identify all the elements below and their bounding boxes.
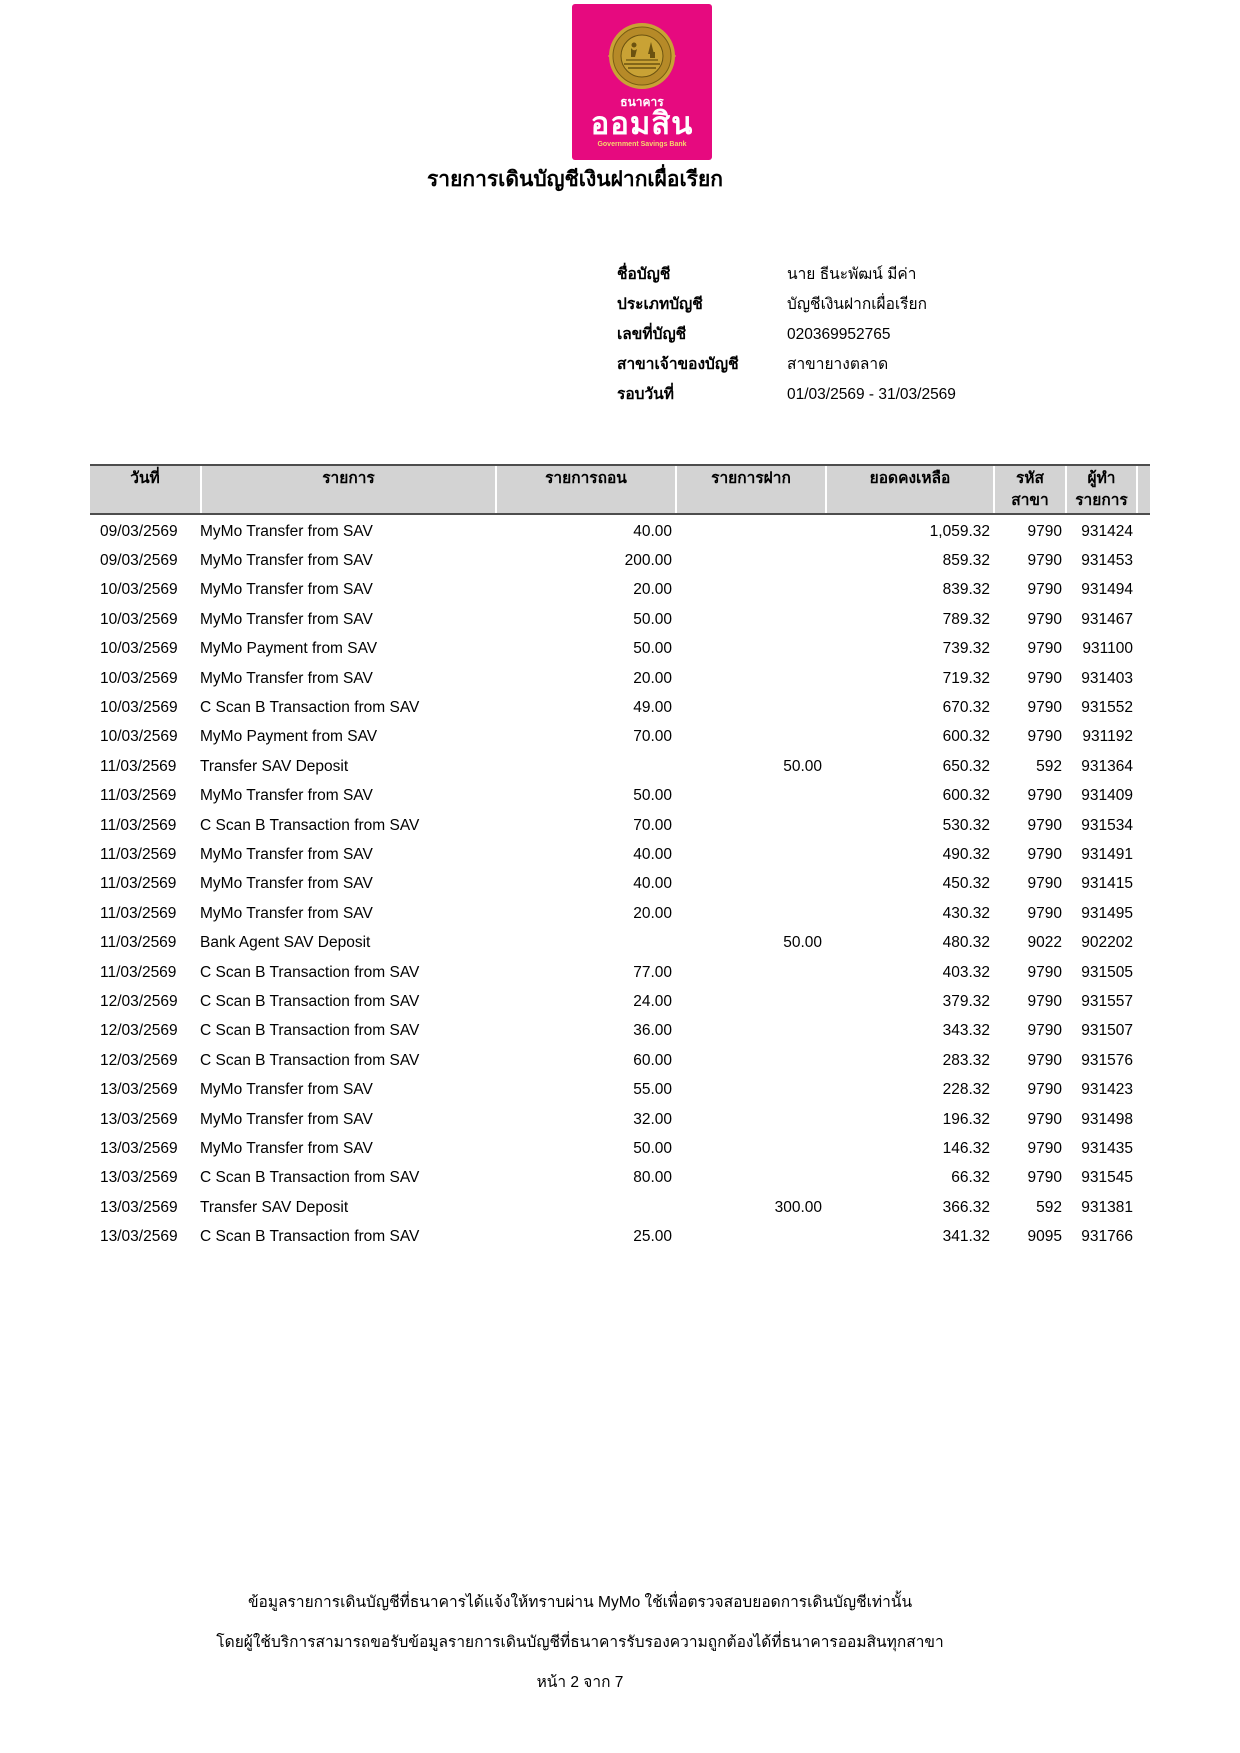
transaction-row bbox=[90, 664, 1150, 693]
cell-description: C Scan B Transaction from SAV bbox=[200, 963, 420, 981]
page-title: รายการเดินบัญชีเงินฝากเผื่อเรียก bbox=[427, 168, 723, 191]
cell-deposit bbox=[675, 576, 825, 605]
cell-deposit bbox=[675, 723, 825, 752]
cell-spacer bbox=[1136, 840, 1150, 869]
cell-description: MyMo Transfer from SAV bbox=[200, 610, 373, 628]
cell-branch-code: 9790 bbox=[1027, 1022, 1062, 1040]
cell-spacer bbox=[1136, 958, 1150, 987]
header-branch-code: รหัส สาขา bbox=[993, 466, 1065, 513]
cell-balance: 366.32 bbox=[942, 1198, 990, 1216]
cell-spacer bbox=[1136, 546, 1150, 575]
cell-withdrawal: 20.00 bbox=[633, 581, 672, 599]
cell-description: MyMo Transfer from SAV bbox=[200, 1110, 373, 1128]
cell-spacer bbox=[1136, 752, 1150, 781]
cell-date: 13/03/2569 bbox=[100, 1081, 178, 1099]
cell-deposit bbox=[675, 1164, 825, 1193]
cell-branch-code: 9790 bbox=[1027, 640, 1062, 658]
cell-branch-code: 9790 bbox=[1027, 1081, 1062, 1099]
cell-date: 10/03/2569 bbox=[100, 610, 178, 628]
cell-spacer bbox=[1136, 605, 1150, 634]
transaction-row bbox=[90, 605, 1150, 634]
cell-withdrawal: 49.00 bbox=[633, 699, 672, 717]
cell-maker: 931423 bbox=[1081, 1081, 1133, 1099]
cell-withdrawal: 25.00 bbox=[633, 1228, 672, 1246]
cell-date: 11/03/2569 bbox=[100, 757, 177, 775]
gsb-emblem bbox=[572, 18, 712, 94]
cell-maker: 931557 bbox=[1081, 992, 1133, 1010]
cell-maker: 931453 bbox=[1081, 552, 1133, 570]
cell-maker: 931467 bbox=[1081, 610, 1133, 628]
cell-date: 13/03/2569 bbox=[100, 1198, 178, 1216]
cell-withdrawal: 36.00 bbox=[633, 1022, 672, 1040]
cell-date: 11/03/2569 bbox=[100, 875, 177, 893]
cell-withdrawal: 50.00 bbox=[633, 1139, 672, 1157]
transaction-row bbox=[90, 546, 1150, 575]
cell-branch-code: 9790 bbox=[1027, 963, 1062, 981]
cell-maker: 931498 bbox=[1081, 1110, 1133, 1128]
cell-maker: 931495 bbox=[1081, 904, 1133, 922]
cell-branch-code: 9095 bbox=[1027, 1228, 1062, 1246]
cell-balance: 146.32 bbox=[942, 1139, 990, 1157]
cell-description: MyMo Transfer from SAV bbox=[200, 1081, 373, 1099]
cell-balance: 739.32 bbox=[942, 640, 990, 658]
account-info bbox=[617, 260, 1137, 410]
cell-withdrawal: 24.00 bbox=[633, 992, 672, 1010]
cell-maker: 931534 bbox=[1081, 816, 1133, 834]
cell-description: C Scan B Transaction from SAV bbox=[200, 699, 420, 717]
cell-deposit bbox=[675, 782, 825, 811]
cell-balance: 859.32 bbox=[942, 552, 990, 570]
transaction-row bbox=[90, 928, 1150, 957]
cell-withdrawal: 32.00 bbox=[633, 1110, 672, 1128]
cell-description: MyMo Transfer from SAV bbox=[200, 552, 373, 570]
cell-date: 13/03/2569 bbox=[100, 1228, 178, 1246]
cell-description: MyMo Transfer from SAV bbox=[200, 787, 373, 805]
transaction-row bbox=[90, 752, 1150, 781]
cell-date: 10/03/2569 bbox=[100, 699, 178, 717]
gsb-emblem-icon bbox=[604, 18, 680, 94]
cell-spacer bbox=[1136, 1164, 1150, 1193]
cell-maker: 931364 bbox=[1081, 757, 1133, 775]
transaction-row bbox=[90, 1105, 1150, 1134]
cell-withdrawal: 55.00 bbox=[633, 1081, 672, 1099]
cell-description: MyMo Transfer from SAV bbox=[200, 522, 373, 540]
header-date: วันที่ bbox=[130, 470, 160, 487]
cell-withdrawal: 50.00 bbox=[633, 640, 672, 658]
gsb-logo bbox=[572, 4, 712, 160]
cell-withdrawal: 40.00 bbox=[633, 522, 672, 540]
cell-date: 11/03/2569 bbox=[100, 904, 177, 922]
account-number-value: 020369952765 bbox=[787, 326, 891, 343]
cell-branch-code: 9790 bbox=[1027, 875, 1062, 893]
cell-date: 13/03/2569 bbox=[100, 1169, 178, 1187]
cell-balance: 719.32 bbox=[942, 669, 990, 687]
cell-maker: 931505 bbox=[1081, 963, 1133, 981]
cell-description: C Scan B Transaction from SAV bbox=[200, 1022, 420, 1040]
cell-branch-code: 9790 bbox=[1027, 787, 1062, 805]
cell-description: C Scan B Transaction from SAV bbox=[200, 1169, 420, 1187]
cell-maker: 931381 bbox=[1081, 1198, 1133, 1216]
cell-withdrawal bbox=[495, 752, 675, 781]
cell-withdrawal bbox=[495, 1193, 675, 1222]
cell-spacer bbox=[1136, 1105, 1150, 1134]
cell-date: 11/03/2569 bbox=[100, 934, 177, 952]
transaction-row bbox=[90, 870, 1150, 899]
transaction-row bbox=[90, 1222, 1150, 1251]
transactions-body-table bbox=[90, 517, 1150, 1252]
cell-spacer bbox=[1136, 899, 1150, 928]
cell-description: Bank Agent SAV Deposit bbox=[200, 934, 371, 952]
cell-balance: 670.32 bbox=[942, 699, 990, 717]
cell-deposit: 300.00 bbox=[774, 1198, 822, 1216]
cell-branch-code: 9790 bbox=[1027, 610, 1062, 628]
cell-branch-code: 9790 bbox=[1027, 992, 1062, 1010]
cell-deposit bbox=[675, 1075, 825, 1104]
cell-spacer bbox=[1136, 1017, 1150, 1046]
cell-spacer bbox=[1136, 1222, 1150, 1251]
transaction-row bbox=[90, 1193, 1150, 1222]
header-spacer bbox=[1136, 466, 1150, 513]
cell-branch-code: 9790 bbox=[1027, 904, 1062, 922]
cell-description: MyMo Payment from SAV bbox=[200, 640, 378, 658]
account-type-label: ประเภทบัญชี bbox=[617, 296, 703, 313]
cell-spacer bbox=[1136, 635, 1150, 664]
cell-description: C Scan B Transaction from SAV bbox=[200, 816, 420, 834]
cell-deposit bbox=[675, 870, 825, 899]
cell-branch-code: 9790 bbox=[1027, 581, 1062, 599]
cell-maker: 902202 bbox=[1081, 934, 1133, 952]
account-branch-row bbox=[617, 350, 1137, 380]
cell-spacer bbox=[1136, 811, 1150, 840]
cell-balance: 789.32 bbox=[942, 610, 990, 628]
cell-spacer bbox=[1136, 928, 1150, 957]
cell-spacer bbox=[1136, 870, 1150, 899]
cell-spacer bbox=[1136, 693, 1150, 722]
cell-maker: 931424 bbox=[1081, 522, 1133, 540]
cell-maker: 931415 bbox=[1081, 875, 1133, 893]
cell-balance: 530.32 bbox=[942, 816, 990, 834]
cell-maker: 931192 bbox=[1082, 728, 1133, 746]
footer-note-line2: โดยผู้ใช้บริการสามารถขอรับข้อมูลรายการเดินบัญชีที่ธนาคารรับรองความถูกต้องได้ที่ธนาคารออมสินทุกสาขา bbox=[216, 1634, 944, 1651]
cell-date: 09/03/2569 bbox=[100, 522, 178, 540]
cell-balance: 650.32 bbox=[942, 757, 990, 775]
cell-withdrawal: 50.00 bbox=[633, 610, 672, 628]
transaction-row bbox=[90, 958, 1150, 987]
cell-maker: 931491 bbox=[1081, 845, 1133, 863]
cell-balance: 600.32 bbox=[942, 787, 990, 805]
account-branch-label: สาขาเจ้าของบัญชี bbox=[617, 356, 739, 373]
transaction-row bbox=[90, 811, 1150, 840]
cell-deposit: 50.00 bbox=[783, 757, 822, 775]
cell-deposit bbox=[675, 1046, 825, 1075]
cell-maker: 931766 bbox=[1081, 1228, 1133, 1246]
header-maker: ผู้ทำ รายการ bbox=[1065, 466, 1136, 513]
cell-maker: 931100 bbox=[1082, 640, 1133, 658]
cell-date: 11/03/2569 bbox=[100, 963, 177, 981]
cell-maker: 931494 bbox=[1081, 581, 1133, 599]
cell-date: 13/03/2569 bbox=[100, 1139, 178, 1157]
table-header bbox=[90, 464, 1150, 515]
cell-balance: 196.32 bbox=[942, 1110, 990, 1128]
transaction-row bbox=[90, 1046, 1150, 1075]
cell-branch-code: 9790 bbox=[1027, 699, 1062, 717]
cell-deposit bbox=[675, 811, 825, 840]
cell-branch-code: 592 bbox=[1036, 757, 1062, 775]
cell-branch-code: 9790 bbox=[1027, 1051, 1062, 1069]
cell-branch-code: 9790 bbox=[1027, 552, 1062, 570]
transaction-row bbox=[90, 1017, 1150, 1046]
cell-balance: 379.32 bbox=[942, 992, 990, 1010]
cell-withdrawal: 50.00 bbox=[633, 787, 672, 805]
cell-date: 11/03/2569 bbox=[100, 787, 177, 805]
cell-date: 11/03/2569 bbox=[100, 816, 177, 834]
cell-balance: 403.32 bbox=[942, 963, 990, 981]
cell-deposit bbox=[675, 840, 825, 869]
cell-deposit bbox=[675, 899, 825, 928]
account-name-row bbox=[617, 260, 1137, 290]
transaction-row bbox=[90, 723, 1150, 752]
cell-branch-code: 9790 bbox=[1027, 816, 1062, 834]
cell-withdrawal: 70.00 bbox=[633, 728, 672, 746]
cell-branch-code: 592 bbox=[1036, 1198, 1062, 1216]
cell-spacer bbox=[1136, 1134, 1150, 1163]
cell-branch-code: 9790 bbox=[1027, 728, 1062, 746]
cell-deposit bbox=[675, 517, 825, 546]
cell-spacer bbox=[1136, 782, 1150, 811]
cell-maker: 931507 bbox=[1081, 1022, 1133, 1040]
cell-date: 11/03/2569 bbox=[100, 845, 177, 863]
account-name-label: ชื่อบัญชี bbox=[617, 266, 671, 283]
cell-deposit bbox=[675, 693, 825, 722]
cell-spacer bbox=[1136, 987, 1150, 1016]
cell-branch-code: 9790 bbox=[1027, 1169, 1062, 1187]
cell-maker: 931545 bbox=[1081, 1169, 1133, 1187]
cell-balance: 228.32 bbox=[942, 1081, 990, 1099]
cell-branch-code: 9790 bbox=[1027, 1110, 1062, 1128]
cell-balance: 343.32 bbox=[942, 1022, 990, 1040]
header-deposit: รายการฝาก bbox=[675, 466, 825, 513]
cell-date: 10/03/2569 bbox=[100, 581, 178, 599]
cell-spacer bbox=[1136, 664, 1150, 693]
account-type-row bbox=[617, 290, 1137, 320]
cell-balance: 1,059.32 bbox=[929, 522, 990, 540]
statement-period-value: 01/03/2569 - 31/03/2569 bbox=[787, 386, 956, 403]
cell-branch-code: 9790 bbox=[1027, 1139, 1062, 1157]
cell-maker: 931576 bbox=[1081, 1051, 1133, 1069]
cell-balance: 430.32 bbox=[942, 904, 990, 922]
cell-description: MyMo Transfer from SAV bbox=[200, 875, 373, 893]
logo-bank-name: ออมสิน bbox=[590, 106, 694, 141]
cell-balance: 450.32 bbox=[942, 875, 990, 893]
cell-description: MyMo Transfer from SAV bbox=[200, 1139, 373, 1157]
cell-deposit bbox=[675, 546, 825, 575]
transactions-body bbox=[90, 517, 1150, 1252]
cell-balance: 600.32 bbox=[942, 728, 990, 746]
cell-description: C Scan B Transaction from SAV bbox=[200, 1051, 420, 1069]
cell-date: 10/03/2569 bbox=[100, 669, 178, 687]
cell-date: 12/03/2569 bbox=[100, 1051, 178, 1069]
account-type-value: บัญชีเงินฝากเผื่อเรียก bbox=[787, 296, 927, 313]
page-footer bbox=[0, 1583, 1160, 1703]
transaction-row bbox=[90, 1134, 1150, 1163]
cell-description: Transfer SAV Deposit bbox=[200, 1198, 349, 1216]
cell-deposit bbox=[675, 987, 825, 1016]
cell-spacer bbox=[1136, 517, 1150, 546]
cell-withdrawal: 200.00 bbox=[624, 552, 672, 570]
logo-bank-name-english: Government Savings Bank bbox=[597, 141, 687, 148]
transaction-row bbox=[90, 987, 1150, 1016]
cell-balance: 490.32 bbox=[942, 845, 990, 863]
account-number-row bbox=[617, 320, 1137, 350]
cell-withdrawal: 60.00 bbox=[633, 1051, 672, 1069]
cell-maker: 931435 bbox=[1081, 1139, 1133, 1157]
transaction-row bbox=[90, 693, 1150, 722]
cell-withdrawal: 40.00 bbox=[633, 875, 672, 893]
cell-balance: 480.32 bbox=[942, 934, 990, 952]
cell-description: Transfer SAV Deposit bbox=[200, 757, 349, 775]
cell-description: MyMo Payment from SAV bbox=[200, 728, 378, 746]
transaction-row bbox=[90, 899, 1150, 928]
cell-withdrawal: 80.00 bbox=[633, 1169, 672, 1187]
cell-withdrawal: 77.00 bbox=[633, 963, 672, 981]
statement-period-row bbox=[617, 380, 1137, 410]
header-balance: ยอดคงเหลือ bbox=[825, 466, 993, 513]
transaction-row bbox=[90, 782, 1150, 811]
cell-maker: 931409 bbox=[1081, 787, 1133, 805]
cell-deposit bbox=[675, 1222, 825, 1251]
cell-description: C Scan B Transaction from SAV bbox=[200, 1228, 420, 1246]
account-number-label: เลขที่บัญชี bbox=[617, 326, 687, 343]
cell-spacer bbox=[1136, 723, 1150, 752]
header-withdrawal: รายการถอน bbox=[495, 466, 675, 513]
cell-spacer bbox=[1136, 1075, 1150, 1104]
cell-withdrawal: 40.00 bbox=[633, 845, 672, 863]
transaction-row bbox=[90, 576, 1150, 605]
transaction-row bbox=[90, 1075, 1150, 1104]
page-number: หน้า 2 จาก 7 bbox=[536, 1674, 624, 1691]
header-description: รายการ bbox=[200, 466, 495, 513]
logo-bank-word: ธนาคาร bbox=[620, 95, 664, 109]
statement-period-label: รอบวันที่ bbox=[617, 386, 674, 403]
cell-balance: 839.32 bbox=[942, 581, 990, 599]
cell-deposit bbox=[675, 1134, 825, 1163]
cell-date: 13/03/2569 bbox=[100, 1110, 178, 1128]
cell-deposit bbox=[675, 664, 825, 693]
cell-deposit bbox=[675, 605, 825, 634]
cell-spacer bbox=[1136, 576, 1150, 605]
cell-description: C Scan B Transaction from SAV bbox=[200, 992, 420, 1010]
cell-withdrawal: 70.00 bbox=[633, 816, 672, 834]
transaction-row bbox=[90, 635, 1150, 664]
cell-maker: 931552 bbox=[1081, 699, 1133, 717]
account-branch-value: สาขายางตลาด bbox=[787, 356, 889, 373]
cell-withdrawal bbox=[495, 928, 675, 957]
cell-description: MyMo Transfer from SAV bbox=[200, 904, 373, 922]
cell-branch-code: 9790 bbox=[1027, 845, 1062, 863]
cell-date: 12/03/2569 bbox=[100, 992, 178, 1010]
cell-withdrawal: 20.00 bbox=[633, 904, 672, 922]
footer-note-line1: ข้อมูลรายการเดินบัญชีที่ธนาคารได้แจ้งให้ทราบผ่าน MyMo ใช้เพื่อตรวจสอบยอดการเดินบัญชีเท่านั้น bbox=[247, 1594, 913, 1611]
cell-deposit bbox=[675, 1105, 825, 1134]
transaction-row bbox=[90, 840, 1150, 869]
cell-date: 09/03/2569 bbox=[100, 552, 178, 570]
cell-balance: 341.32 bbox=[942, 1228, 990, 1246]
cell-deposit bbox=[675, 958, 825, 987]
cell-date: 10/03/2569 bbox=[100, 728, 178, 746]
cell-withdrawal: 20.00 bbox=[633, 669, 672, 687]
cell-branch-code: 9790 bbox=[1027, 669, 1062, 687]
cell-balance: 66.32 bbox=[951, 1169, 990, 1187]
cell-deposit bbox=[675, 635, 825, 664]
cell-date: 10/03/2569 bbox=[100, 640, 178, 658]
cell-deposit bbox=[675, 1017, 825, 1046]
cell-spacer bbox=[1136, 1046, 1150, 1075]
cell-spacer bbox=[1136, 1193, 1150, 1222]
cell-description: MyMo Transfer from SAV bbox=[200, 581, 373, 599]
transactions-table bbox=[90, 464, 1150, 1252]
transaction-row bbox=[90, 517, 1150, 546]
cell-date: 12/03/2569 bbox=[100, 1022, 178, 1040]
account-name-value: นาย ธีนะพัฒน์ มีค่า bbox=[787, 266, 917, 283]
cell-description: MyMo Transfer from SAV bbox=[200, 845, 373, 863]
cell-branch-code: 9022 bbox=[1027, 934, 1062, 952]
cell-branch-code: 9790 bbox=[1027, 522, 1062, 540]
transaction-row bbox=[90, 1164, 1150, 1193]
cell-maker: 931403 bbox=[1081, 669, 1133, 687]
cell-description: MyMo Transfer from SAV bbox=[200, 669, 373, 687]
cell-deposit: 50.00 bbox=[783, 934, 822, 952]
cell-balance: 283.32 bbox=[942, 1051, 990, 1069]
